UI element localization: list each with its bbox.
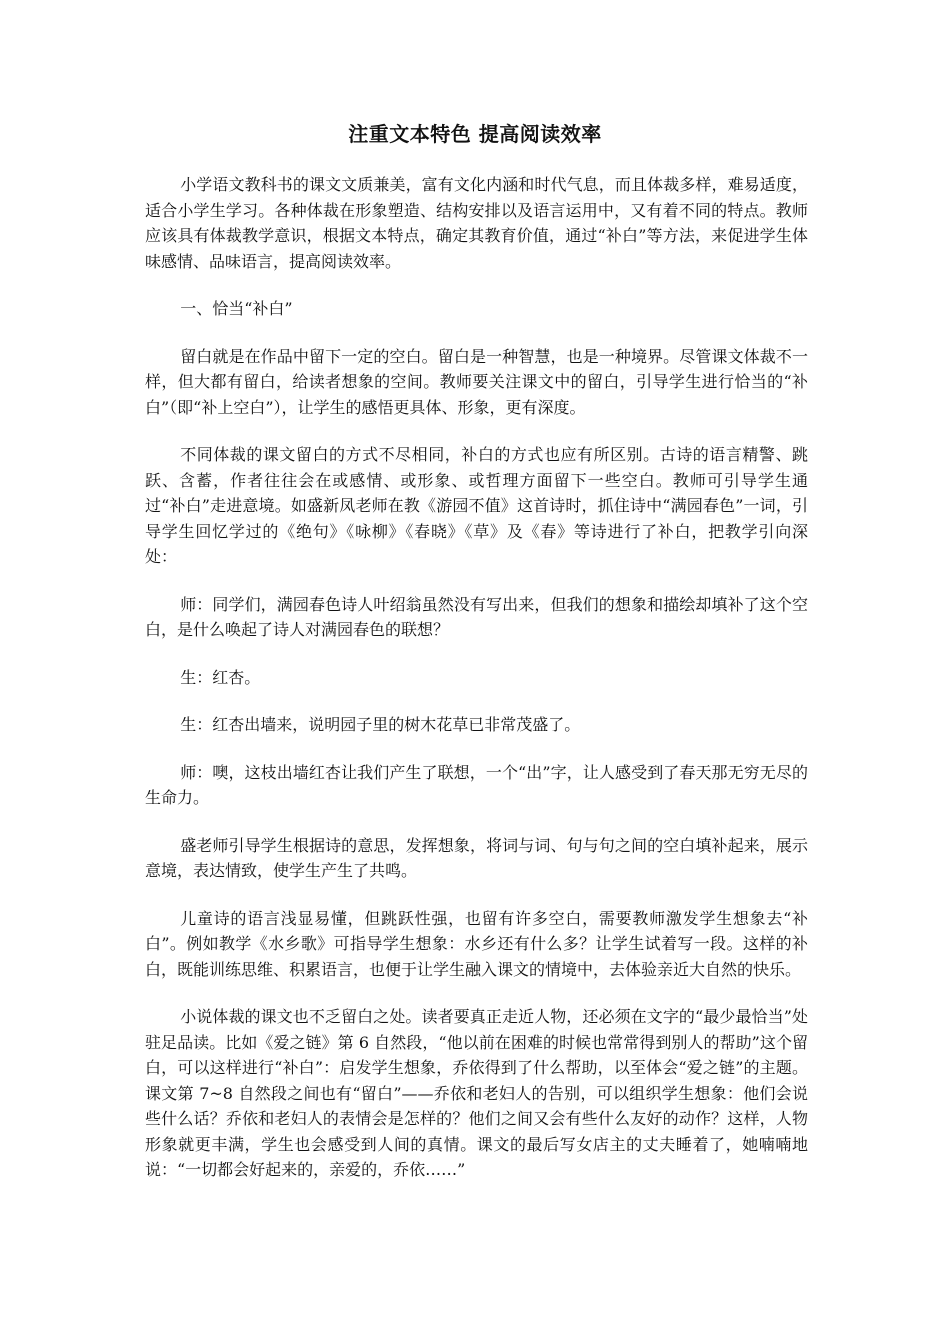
- paragraph: 留白就是在作品中留下一定的空白。留白是一种智慧，也是一种境界。尽管课文体裁不一样，但大都有留白，给读者想象的空间。教师要关注课文中的留白，引导学生进行恰当的“补白”（即“补上空白”），让学生的感悟更具体、形象，更有深度。: [145, 346, 808, 417]
- paragraph-intro: 小学语文教科书的课文文质兼美，富有文化内涵和时代气息，而且体裁多样，难易适度，适合小学生学习。各种体裁在形象塑造、结构安排以及语言运用中，又有着不同的特点。教师应该具有体裁教学意识，根据文本特点，确定其教育价值，通过“补白”等方法，来促进学生体味感情、品味语言，提高阅读效率。: [145, 175, 808, 271]
- paragraph: 小说体裁的课文也不乏留白之处。读者要真正走近人物，还必须在文字的“最少最恰当”处驻足品读。比如《爱之链》第 6 自然段，“他以前在困难的时候也常常得到别人的帮助”这个留白，可以这样进行“补白”：启发学生想象，乔依得到了什么帮助，以至体会“爱之链”的主题。课文第 7~8 自然段之间也有“留白”——乔依和老妇人的告别，可以组织学生想象：他们会说些什么话？乔依和老妇人的表情会是怎样的？他们之间又会有些什么友好的动作？这样，人物形象就更丰满，学生也会感受到人间的真情。课文的最后写女店主的丈夫睡着了，她喃喃地说：“一切都会好起来的，亲爱的，乔依……”: [145, 1007, 808, 1179]
- paragraph: 不同体裁的课文留白的方式不尽相同，补白的方式也应有所区别。古诗的语言精警、跳跃、含蓄，作者往往会在或感情、或形象、或哲理方面留下一些空白。教师可引导学生通过“补白”走进意境。如盛新凤老师在教《游园不值》这首诗时，抓住诗中“满园春色”一词，引导学生回忆学过的《绝句》《咏柳》《春晓》《草》及《春》等诗进行了补白，把教学引向深处：: [145, 445, 808, 566]
- paragraph: 盛老师引导学生根据诗的意思，发挥想象，将词与词、句与句之间的空白填补起来，展示意境，表达情致，使学生产生了共鸣。: [145, 835, 808, 880]
- document-body: [145, 172, 808, 1205]
- document-title: 注重文本特色 提高阅读效率: [348, 122, 602, 146]
- paragraph: 儿童诗的语言浅显易懂，但跳跃性强，也留有许多空白，需要教师激发学生想象去“补白”。例如教学《水乡歌》可指导学生想象：水乡还有什么多？让学生试着写一段。这样的补白，既能训练思维、积累语言，也便于让学生融入课文的情境中，去体验亲近大自然的快乐。: [145, 908, 808, 979]
- dialogue-teacher: 师：噢，这枝出墙红杏让我们产生了联想，一个“出”字，让人感受到了春天那无穷无尽的生命力。: [145, 762, 808, 807]
- dialogue-teacher: 师：同学们，满园春色诗人叶绍翁虽然没有写出来，但我们的想象和描绘却填补了这个空白，是什么唤起了诗人对满园春色的联想？: [145, 594, 808, 639]
- dialogue-student: 生：红杏出墙来，说明园子里的树木花草已非常茂盛了。: [180, 715, 581, 734]
- dialogue-student: 生：红杏。: [180, 667, 261, 687]
- section-heading-1: 一、恰当“补白”: [180, 299, 293, 318]
